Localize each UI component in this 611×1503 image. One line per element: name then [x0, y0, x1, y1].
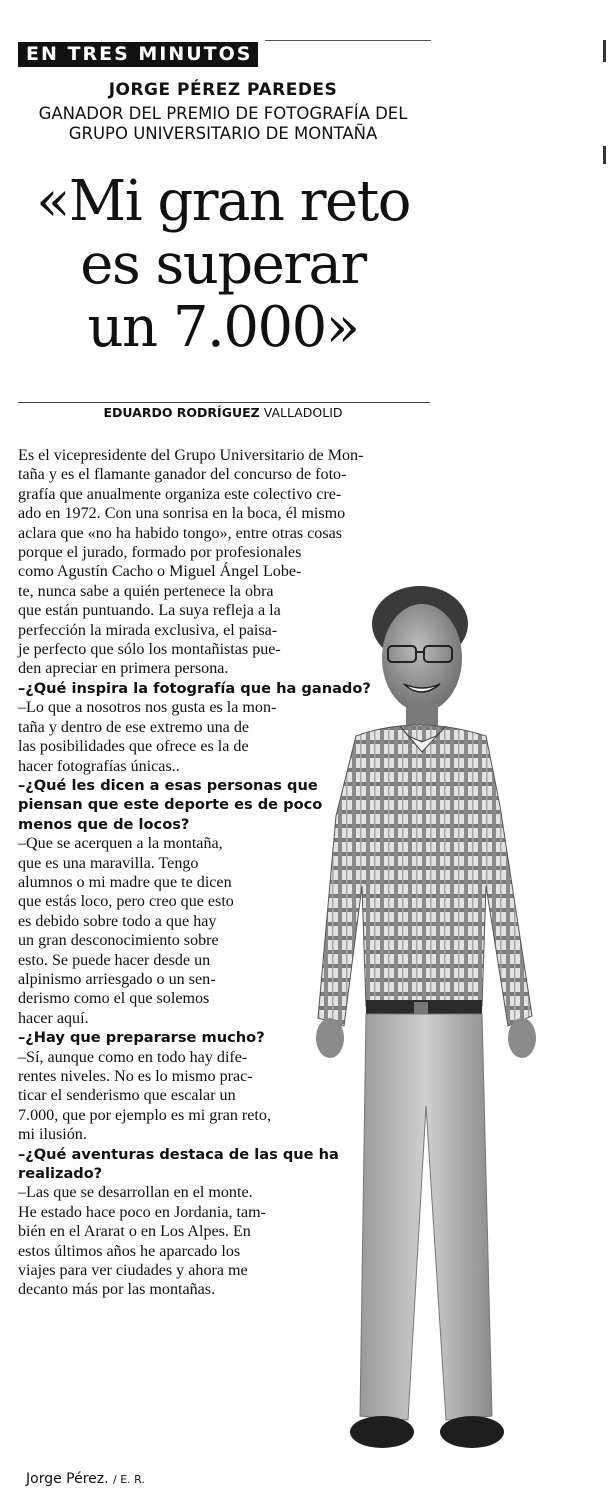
caption-name: Jorge Pérez.: [26, 1471, 109, 1487]
answer-line: un gran desconocimiento sobre: [18, 932, 219, 950]
text-line: grafía que anualmente organiza este colectivo cre-: [18, 485, 342, 503]
text-line: taña y es el flamante ganador del concurso de foto-: [18, 466, 347, 484]
photo-caption: [26, 1471, 145, 1487]
answer-line: estos últimos años he aparcado los: [18, 1242, 241, 1260]
answer-line: –Sí, aunque como en todo hay dife-: [18, 1048, 248, 1066]
section-label: EN TRES MINUTOS: [18, 42, 258, 67]
interviewee-role: [0, 104, 446, 144]
byline-author: EDUARDO RODRÍGUEZ: [103, 405, 260, 420]
qa-block: [18, 776, 442, 1028]
text-line: que están puntuando. La suya refleja a la: [18, 602, 281, 620]
margin-mark: [603, 40, 606, 62]
byline: [0, 405, 446, 420]
answer-line: mi ilusión.: [18, 1126, 87, 1144]
answer-line: –Que se acerquen a la montaña,: [18, 835, 223, 853]
answer-line: que es una maravilla. Tengo: [18, 854, 199, 872]
top-rule: [265, 40, 431, 41]
subtitle-line: GRUPO UNIVERSITARIO DE MONTAÑA: [68, 124, 378, 143]
text-line: perfección la mirada exclusiva, el paisa-: [18, 621, 278, 639]
question: –¿Qué inspira la fotografía que ha ganado?: [18, 679, 371, 697]
headline-line: es superar: [80, 232, 366, 297]
question: menos que de locos?: [18, 815, 190, 833]
text-line: den apreciar en primera persona.: [18, 660, 229, 678]
answer-line: taña y dentro de ese extremo una de: [18, 718, 250, 736]
byline-rule: [18, 402, 430, 403]
text-line: je perfecto que sólo los montañistas pue-: [18, 641, 281, 659]
text-line: aclara que «no ha habido tongo», entre otras cosas: [18, 524, 342, 542]
answer-line: rentes niveles. No es lo mismo prac-: [18, 1068, 253, 1085]
question: piensan que este deporte es de poco: [18, 796, 323, 814]
text-line: Es el vicepresidente del Grupo Universitario de Mon-: [18, 447, 364, 464]
byline-location: VALLADOLID: [263, 405, 343, 420]
question: –¿Hay que prepararse mucho?: [18, 1029, 265, 1047]
answer-line: alpinismo arriesgado o un sen-: [18, 970, 216, 988]
answer-line: –Lo que a nosotros nos gusta es la mon-: [18, 699, 277, 717]
qa-block: [18, 1145, 442, 1300]
subtitle-line: GANADOR DEL PREMIO DE FOTOGRAFÍA DEL: [38, 104, 408, 123]
qa-block: [18, 1028, 442, 1144]
answer-line: viajes para ver ciudades y ahora me: [18, 1262, 248, 1280]
answer-line: –Las que se desarrollan en el monte.: [18, 1184, 253, 1202]
question: realizado?: [18, 1165, 103, 1183]
answer-line: derismo como el que solemos: [18, 990, 210, 1008]
answer-line: esto. Se puede hacer desde un: [18, 951, 211, 969]
text-line: como Agustín Cacho o Miguel Ángel Lobe-: [18, 563, 302, 581]
text-line: porque el jurado, formado por profesionales: [18, 544, 302, 562]
answer-line: decanto más por las montañas.: [18, 1281, 216, 1299]
question: –¿Qué les dicen a esas personas que: [18, 776, 318, 794]
answer-line: es debido sobre todo a que hay: [18, 912, 217, 930]
photo-credit: / E. R.: [113, 1473, 145, 1486]
headline-line: «Mi gran reto: [36, 169, 410, 234]
intro-paragraph: [18, 446, 442, 679]
margin-mark: [603, 146, 606, 164]
text-line: te, nunca sabe a quién pertenece la obra: [18, 582, 274, 600]
answer-line: bién en el Ararat o en Los Alpes. En: [18, 1223, 251, 1241]
answer-line: He estado hace poco en Jordania, tam-: [18, 1203, 267, 1221]
answer-line: las posibilidades que ofrece es la de: [18, 738, 249, 756]
answer-line: que estás loco, pero creo que esto: [18, 893, 234, 911]
answer-line: ticar el senderismo que escalar un: [18, 1087, 236, 1105]
article-body: [18, 446, 442, 1300]
answer-line: hacer fotografías únicas..: [18, 757, 180, 775]
text-line: ado en 1972. Con una sonrisa en la boca, él mismo: [18, 505, 346, 523]
interviewee-name: JORGE PÉREZ PAREDES: [108, 80, 338, 100]
headline-line: un 7.000»: [87, 295, 359, 360]
question: –¿Qué aventuras destaca de las que ha: [18, 1145, 339, 1163]
answer-line: 7.000, que por ejemplo es mi gran reto,: [18, 1106, 271, 1124]
headline: [0, 170, 446, 359]
qa-block: [18, 679, 442, 776]
answer-line: alumnos o mi madre que te dicen: [18, 873, 232, 891]
answer-line: hacer aquí.: [18, 1009, 89, 1027]
